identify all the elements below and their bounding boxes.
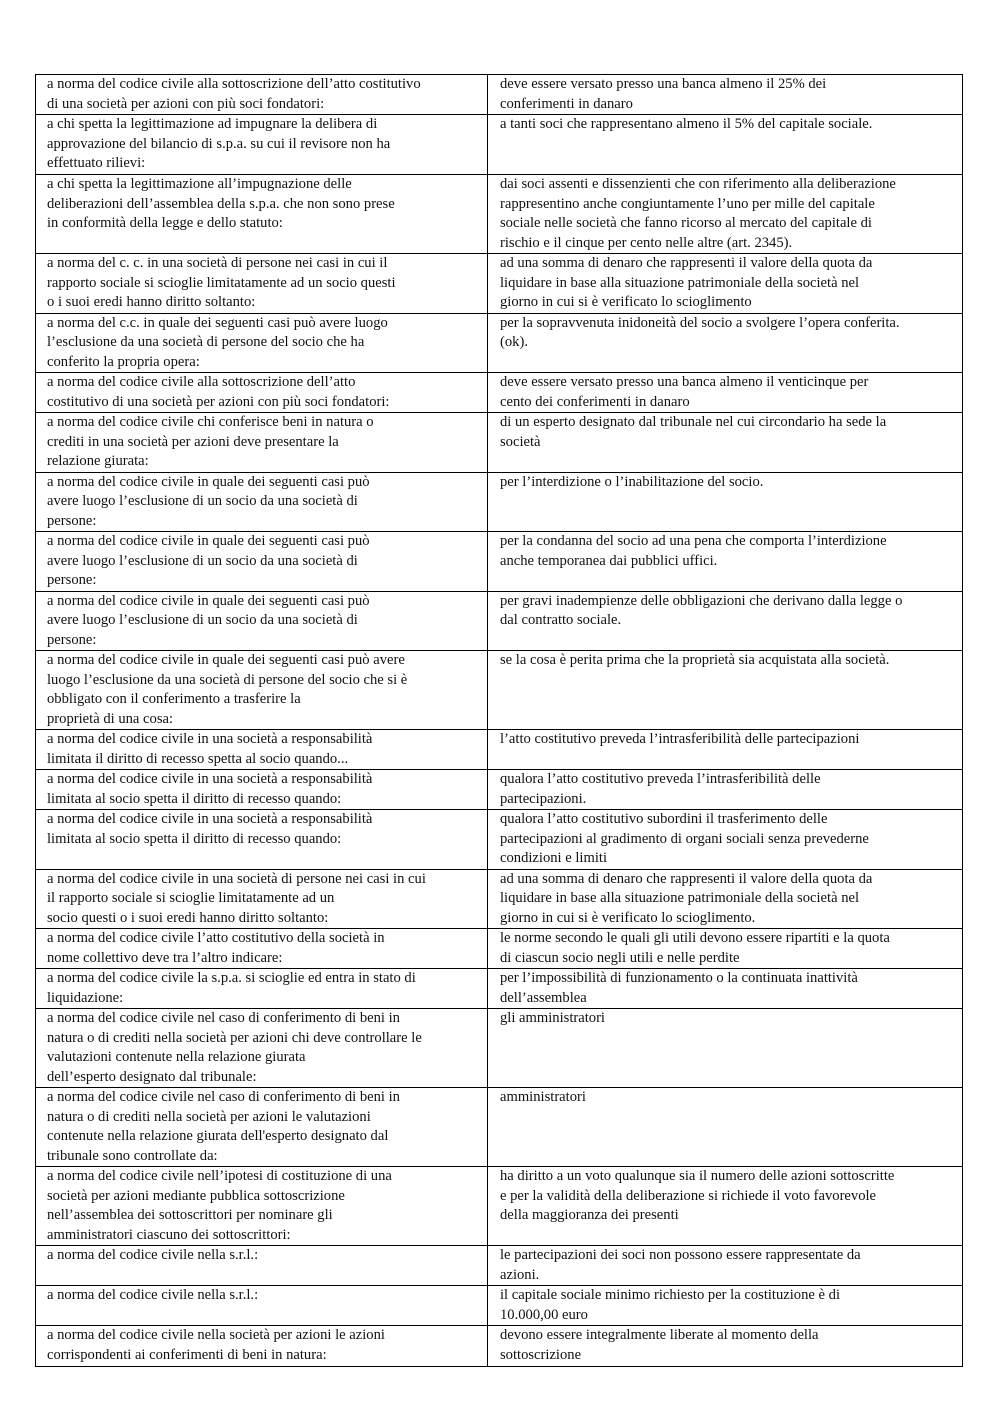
- table-row: [36, 810, 963, 870]
- answer-text: ad una somma di denaro che rappresenti il valore della quota da liquidare in base alla situazione patrimoniale della società nel giorno in cui si è verificato lo scioglimento: [500, 255, 873, 310]
- table-row: [36, 413, 963, 473]
- qa-table: [35, 74, 963, 1367]
- answer-cell: [488, 1246, 963, 1286]
- question-text: a chi spetta la legittimazione ad impugnare la delibera di approvazione del bilancio di s.p.a. su cui il revisore non ha effettuato rilievi:: [47, 116, 391, 171]
- answer-text: il capitale sociale minimo richiesto per la costituzione è di 10.000,00 euro: [500, 1287, 841, 1323]
- question-cell: [36, 413, 488, 473]
- table-row: [36, 472, 963, 532]
- question-cell: [36, 532, 488, 592]
- answer-text: gli amministratori: [500, 1010, 605, 1026]
- answer-text: devono essere integralmente liberate al momento della sottoscrizione: [500, 1327, 819, 1363]
- answer-cell: [488, 810, 963, 870]
- qa-table-body: [36, 75, 963, 1367]
- answer-text: di un esperto designato dal tribunale nel cui circondario ha sede la società: [500, 414, 887, 450]
- table-row: [36, 532, 963, 592]
- answer-cell: [488, 651, 963, 730]
- table-row: [36, 373, 963, 413]
- answer-cell: [488, 1009, 963, 1088]
- question-text: a norma del c. c. in una società di persone nei casi in cui il rapporto sociale si scioglie limitatamente ad un socio questi o i suoi eredi hanno diritto soltanto:: [47, 255, 396, 310]
- answer-text: se la cosa è perita prima che la proprietà sia acquistata alla società.: [500, 652, 890, 668]
- question-cell: [36, 175, 488, 254]
- question-cell: [36, 929, 488, 969]
- question-text: a norma del codice civile alla sottoscrizione dell’atto costitutivo di una società per azioni con più soci fondatori:: [47, 374, 390, 410]
- answer-cell: [488, 730, 963, 770]
- question-text: a norma del codice civile alla sottoscrizione dell’atto costitutivo di una società per azioni con più soci fondatori:: [47, 76, 421, 112]
- question-cell: [36, 1009, 488, 1088]
- question-cell: [36, 651, 488, 730]
- table-row: [36, 254, 963, 314]
- table-row: [36, 730, 963, 770]
- answer-cell: [488, 1088, 963, 1167]
- question-text: a norma del codice civile in quale dei seguenti casi può avere luogo l’esclusione da una società di persone del socio che si è obbligato con il conferimento a trasferire la proprietà di una cosa:: [47, 652, 408, 727]
- answer-text: a tanti soci che rappresentano almeno il 5% del capitale sociale.: [500, 116, 873, 132]
- question-cell: [36, 472, 488, 532]
- question-cell: [36, 969, 488, 1009]
- answer-text: per l’impossibilità di funzionamento o la continuata inattività dell’assemblea: [500, 970, 858, 1006]
- answer-cell: [488, 115, 963, 175]
- question-text: a chi spetta la legittimazione all’impugnazione delle deliberazioni dell’assemblea della s.p.a. che non sono prese in conformità della legge e dello statuto:: [47, 176, 395, 231]
- answer-text: deve essere versato presso una banca almeno il venticinque per cento dei conferimenti in danaro: [500, 374, 869, 410]
- table-row: [36, 175, 963, 254]
- question-cell: [36, 730, 488, 770]
- table-row: [36, 313, 963, 373]
- answer-cell: [488, 869, 963, 929]
- question-text: a norma del codice civile in una società a responsabilità limitata al socio spetta il diritto di recesso quando:: [47, 771, 373, 807]
- table-row: [36, 1326, 963, 1367]
- question-text: a norma del codice civile in quale dei seguenti casi può avere luogo l’esclusione di un socio da una società di persone:: [47, 592, 370, 648]
- answer-text: ad una somma di denaro che rappresenti il valore della quota da liquidare in base alla situazione patrimoniale della società nel giorno in cui si è verificato lo scioglimento.: [500, 870, 873, 926]
- question-cell: [36, 75, 488, 115]
- table-row: [36, 1009, 963, 1088]
- table-row: [36, 969, 963, 1009]
- answer-text: dai soci assenti e dissenzienti che con riferimento alla deliberazione rappresentino anche congiuntamente l’uno per mille del capitale sociale nelle società che fanno ricorso al mercato del capitale di rischio e il cinque per cento nelle altre (art. 2345).: [500, 176, 896, 251]
- question-text: a norma del c.c. in quale dei seguenti casi può avere luogo l’esclusione da una società di persone del socio che ha conferito la propria opera:: [47, 314, 388, 370]
- answer-text: per la sopravvenuta inidoneità del socio a svolgere l’opera conferita. (ok).: [500, 314, 900, 350]
- question-cell: [36, 313, 488, 373]
- question-cell: [36, 869, 488, 929]
- answer-cell: [488, 373, 963, 413]
- answer-text: deve essere versato presso una banca almeno il 25% dei conferimenti in danaro: [500, 76, 827, 112]
- table-row: [36, 1286, 963, 1326]
- answer-cell: [488, 532, 963, 592]
- question-cell: [36, 1286, 488, 1326]
- question-cell: [36, 1167, 488, 1246]
- question-cell: [36, 810, 488, 870]
- answer-cell: [488, 591, 963, 651]
- question-text: a norma del codice civile nella s.r.l.:: [47, 1247, 259, 1263]
- answer-cell: [488, 413, 963, 473]
- table-row: [36, 770, 963, 810]
- question-text: a norma del codice civile nella s.r.l.:: [47, 1287, 259, 1303]
- answer-text: per l’interdizione o l’inabilitazione del socio.: [500, 473, 764, 490]
- question-text: a norma del codice civile l’atto costitutivo della società in nome collettivo deve tra l’altro indicare:: [47, 930, 385, 966]
- question-cell: [36, 254, 488, 314]
- answer-text: le partecipazioni dei soci non possono essere rappresentate da azioni.: [500, 1247, 861, 1283]
- question-text: a norma del codice civile in quale dei seguenti casi può avere luogo l’esclusione di un socio da una società di persone:: [47, 533, 370, 588]
- question-cell: [36, 591, 488, 651]
- answer-cell: [488, 254, 963, 314]
- answer-cell: [488, 75, 963, 115]
- answer-cell: [488, 1167, 963, 1246]
- answer-text: l’atto costitutivo preveda l’intrasferibilità delle partecipazioni: [500, 731, 860, 747]
- question-text: a norma del codice civile nella società per azioni le azioni corrispondenti ai conferimenti di beni in natura:: [47, 1327, 385, 1363]
- answer-cell: [488, 1286, 963, 1326]
- question-text: a norma del codice civile in una società di persone nei casi in cui il rapporto sociale si scioglie limitatamente ad un socio questi o i suoi eredi hanno diritto soltanto:: [47, 870, 426, 926]
- question-text: a norma del codice civile in una società a responsabilità limitata il diritto di recesso spetta al socio quando...: [47, 731, 373, 767]
- question-text: a norma del codice civile in una società a responsabilità limitata al socio spetta il diritto di recesso quando:: [47, 811, 373, 847]
- question-cell: [36, 1326, 488, 1367]
- table-row: [36, 1088, 963, 1167]
- answer-text: per gravi inadempienze delle obbligazioni che derivano dalla legge o dal contratto sociale.: [500, 592, 903, 628]
- table-row: [36, 651, 963, 730]
- question-cell: [36, 1246, 488, 1286]
- answer-cell: [488, 969, 963, 1009]
- question-text: a norma del codice civile la s.p.a. si scioglie ed entra in stato di liquidazione:: [47, 970, 416, 1006]
- question-text: a norma del codice civile nel caso di conferimento di beni in natura o di crediti nella società per azioni chi deve controllare le valutazioni contenute nella relazione giurata dell’esperto designato dal tribunale:: [47, 1010, 422, 1085]
- answer-cell: [488, 313, 963, 373]
- question-text: a norma del codice civile nel caso di conferimento di beni in natura o di crediti nella società per azioni le valutazioni contenute nella relazione giurata dell'esperto designato dal tribunale sono controllate da:: [47, 1089, 400, 1164]
- question-text: a norma del codice civile nell’ipotesi di costituzione di una società per azioni mediante pubblica sottoscrizione nell’assemblea dei sottoscrittori per nominare gli amministratori ciascuno dei sottoscrittori:: [47, 1168, 392, 1243]
- answer-text: ha diritto a un voto qualunque sia il numero delle azioni sottoscritte e per la validità della deliberazione si richiede il voto favorevole della maggioranza dei presenti: [500, 1168, 895, 1223]
- table-row: [36, 591, 963, 651]
- table-row: [36, 869, 963, 929]
- table-row: [36, 75, 963, 115]
- answer-cell: [488, 929, 963, 969]
- table-row: [36, 1246, 963, 1286]
- question-cell: [36, 373, 488, 413]
- question-text: a norma del codice civile in quale dei seguenti casi può avere luogo l’esclusione di un socio da una società di persone:: [47, 473, 370, 529]
- answer-text: amministratori: [500, 1089, 586, 1105]
- table-row: [36, 115, 963, 175]
- answer-text: le norme secondo le quali gli utili devono essere ripartiti e la quota di ciascun socio negli utili e nelle perdite: [500, 930, 890, 966]
- answer-text: qualora l’atto costitutivo subordini il trasferimento delle partecipazioni al gradimento di organi sociali senza prevederne condizioni e limiti: [500, 811, 869, 866]
- question-cell: [36, 115, 488, 175]
- answer-cell: [488, 770, 963, 810]
- answer-text: per la condanna del socio ad una pena che comporta l’interdizione anche temporanea dai pubblici uffici.: [500, 533, 887, 569]
- question-cell: [36, 770, 488, 810]
- table-row: [36, 1167, 963, 1246]
- answer-cell: [488, 175, 963, 254]
- table-row: [36, 929, 963, 969]
- question-text: a norma del codice civile chi conferisce beni in natura o crediti in una società per azioni deve presentare la relazione giurata:: [47, 414, 374, 469]
- question-cell: [36, 1088, 488, 1167]
- answer-text: qualora l’atto costitutivo preveda l’intrasferibilità delle partecipazioni.: [500, 771, 821, 807]
- answer-cell: [488, 1326, 963, 1367]
- answer-cell: [488, 472, 963, 532]
